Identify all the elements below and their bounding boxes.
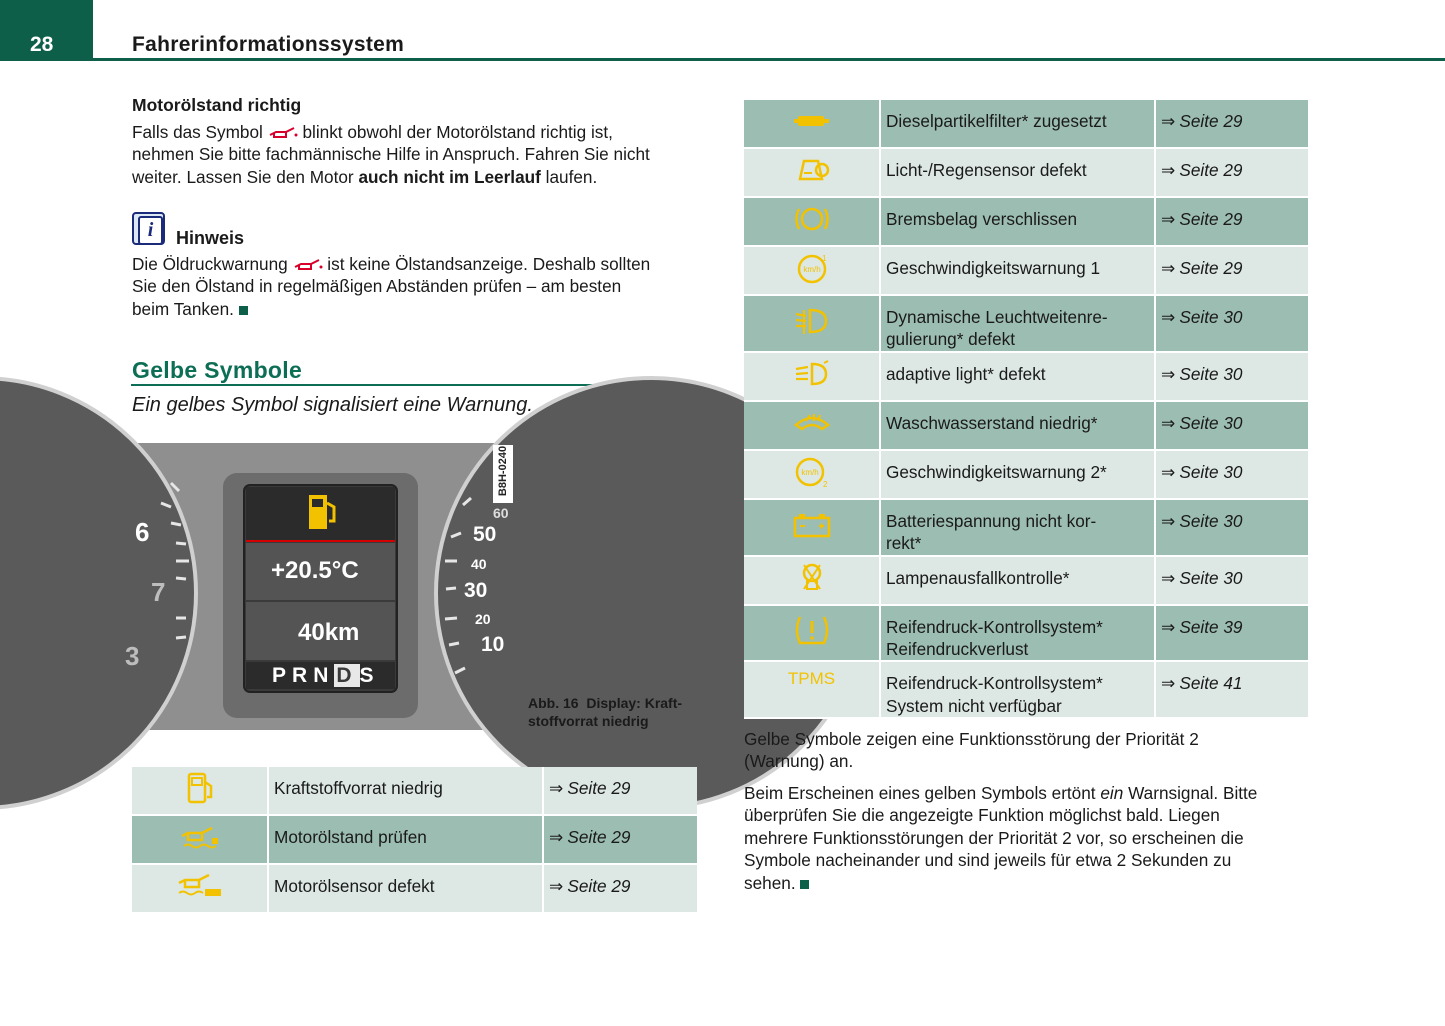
icon-cell <box>744 296 881 353</box>
symbol-label: Reifendruck-Kontrollsystem* System nicht verfügbar <box>881 662 1154 719</box>
table-row <box>744 662 1308 719</box>
warning-paragraph: Beim Erscheinen eines gelben Symbols ertönt ein Warnsignal. Bitte überprüfen Sie die angezeigte Funktion möglichst bald. Liegen mehrere Funktionsstörungen der Priorität 2 vor, so erscheinen die Symbole nacheinander und sind jeweils für etwa 2 Sekunden zu sehen. <box>744 783 1258 893</box>
table-row <box>132 816 697 865</box>
icon-cell <box>744 149 881 198</box>
symbol-label: Lampenausfallkontrolle* <box>881 557 1154 606</box>
symbol-label: Dynamische Leuchtweitenre- gulierung* defekt <box>881 296 1154 353</box>
page-reference: ⇒ Seite 30 <box>1154 402 1308 451</box>
symbol-label: Dieselpartikelfilter* zugesetzt <box>881 100 1154 149</box>
oil-pressure-icon <box>268 126 298 140</box>
symbol-label: Geschwindigkeitswarnung 2* <box>881 451 1154 500</box>
table-row <box>744 149 1308 198</box>
icon-cell <box>744 353 881 402</box>
icon-cell <box>132 816 269 865</box>
svg-text:km/h: km/h <box>802 264 821 274</box>
table-row <box>744 198 1308 247</box>
priority-paragraph: Gelbe Symbole zeigen eine Funktionsstörung der Priorität 2 (Warnung) an. <box>744 729 1199 772</box>
symbol-label: Kraftstoffvorrat niedrig <box>269 767 542 816</box>
table-row <box>132 865 697 914</box>
table-row <box>744 402 1308 451</box>
table-row <box>744 500 1308 557</box>
symbol-label: Motorölsensor defekt <box>269 865 542 914</box>
battery-icon <box>792 511 832 539</box>
left-symbol-table <box>132 767 697 914</box>
light-rain-sensor-icon <box>792 155 832 185</box>
symbol-label: Motorölstand prüfen <box>269 816 542 865</box>
symbol-label: adaptive light* defekt <box>881 353 1154 402</box>
page-reference: ⇒ Seite 29 <box>1154 198 1308 247</box>
page-reference: ⇒ Seite 29 <box>542 865 697 914</box>
adaptive-light-icon <box>792 359 832 389</box>
icon-cell <box>744 247 881 296</box>
icon-cell <box>744 402 881 451</box>
page-number: 28 <box>30 33 54 56</box>
symbol-label: Reifendruck-Kontrollsystem* Reifendruckverlust <box>881 606 1154 663</box>
icon-cell <box>744 100 881 149</box>
gauge-left-3: 3 <box>125 641 140 671</box>
table-row <box>744 353 1308 402</box>
right-symbol-table <box>744 100 1308 719</box>
page-reference: ⇒ Seite 29 <box>1154 100 1308 149</box>
table-row <box>744 451 1308 500</box>
figure-caption: Abb. 16 Display: Kraft- stoffvorrat niedrig <box>528 695 683 729</box>
section-title-oil-level: Motorölstand richtig <box>132 95 302 115</box>
icon-cell <box>744 451 881 500</box>
gauge-right-20: 20 <box>475 611 491 627</box>
note-paragraph: Die Öldruckwarnung ist keine Ölstandsanzeige. Deshalb sollten Sie den Ölstand in regelmäßigen Abständen prüfen – am besten beim Tanken. <box>132 254 651 319</box>
speed-warning-2-icon <box>792 455 832 489</box>
speed-warning-1-icon <box>792 251 832 285</box>
svg-text:2: 2 <box>822 479 827 489</box>
icon-cell <box>744 198 881 247</box>
fuel-icon <box>180 768 220 808</box>
symbol-label: Licht-/Regensensor defekt <box>881 149 1154 198</box>
page-reference: ⇒ Seite 30 <box>1154 296 1308 353</box>
table-row <box>744 247 1308 296</box>
figure-code-box: B8H-0240 <box>493 445 513 503</box>
table-row <box>132 767 697 816</box>
svg-text:km/h: km/h <box>800 467 819 477</box>
section-title-yellow-symbols: Gelbe Symbole <box>132 357 303 383</box>
info-icon: i <box>132 212 165 245</box>
icon-cell <box>132 767 269 816</box>
page-reference: ⇒ Seite 29 <box>1154 247 1308 296</box>
tire-pressure-icon <box>792 613 832 647</box>
table-row <box>744 606 1308 663</box>
page-reference: ⇒ Seite 30 <box>1154 451 1308 500</box>
brake-pad-icon <box>792 203 832 235</box>
oil-level-paragraph: Falls das Symbol blinkt obwohl der Motorölstand richtig ist, nehmen Sie bitte fachmännische Hilfe in Anspruch. Fahren Sie nicht weiter. Lassen Sie den Motor auch nicht im Leerlauf laufen. <box>132 122 650 187</box>
gauge-left-6: 6 <box>135 517 150 547</box>
section-subtitle: Ein gelbes Symbol signalisiert eine Warnung. <box>132 394 533 416</box>
page-reference: ⇒ Seite 30 <box>1154 557 1308 606</box>
gauge-right-10: 10 <box>481 633 505 656</box>
end-mark <box>239 306 248 315</box>
icon-cell <box>132 865 269 914</box>
page-reference: ⇒ Seite 30 <box>1154 353 1308 402</box>
icon-cell <box>744 606 881 663</box>
page-reference: ⇒ Seite 39 <box>1154 606 1308 663</box>
gauge-right-50: 50 <box>473 523 497 546</box>
tpms-icon: TPMS <box>744 662 881 719</box>
icon-cell <box>744 500 881 557</box>
svg-text:1: 1 <box>821 253 826 263</box>
bulb-icon <box>792 559 832 595</box>
dashboard-figure <box>125 443 513 730</box>
page-reference: ⇒ Seite 29 <box>1154 149 1308 198</box>
gauge-right-40: 40 <box>471 556 487 572</box>
oil-sensor-icon <box>175 871 225 901</box>
icon-cell <box>744 557 881 606</box>
gear-indicator: PRNDS <box>272 664 380 687</box>
gauge-right-60: 60 <box>493 505 509 521</box>
chapter-title: Fahrerinformationssystem <box>132 33 405 56</box>
page-reference: ⇒ Seite 30 <box>1154 500 1308 557</box>
end-mark <box>800 880 809 889</box>
headlight-range-icon <box>792 304 832 338</box>
page-reference: ⇒ Seite 29 <box>542 767 697 816</box>
washer-fluid-icon <box>792 411 832 435</box>
oil-level-icon <box>178 822 222 852</box>
table-row <box>744 100 1308 149</box>
gauge-right-30: 30 <box>464 579 488 602</box>
symbol-label: Waschwasserstand niedrig* <box>881 402 1154 451</box>
display-temperature: +20.5°C <box>271 557 359 584</box>
page-reference: ⇒ Seite 41 <box>1154 662 1308 719</box>
header-rule <box>93 58 1445 61</box>
dpf-icon <box>792 109 832 133</box>
symbol-label: Geschwindigkeitswarnung 1 <box>881 247 1154 296</box>
display-range: 40km <box>298 619 360 646</box>
oil-pressure-icon <box>293 258 323 272</box>
gauge-left-7: 7 <box>151 577 166 607</box>
table-row <box>744 296 1308 353</box>
page-reference: ⇒ Seite 29 <box>542 816 697 865</box>
table-row <box>744 557 1308 606</box>
symbol-label: Batteriespannung nicht kor- rekt* <box>881 500 1154 557</box>
note-title: Hinweis <box>176 228 245 248</box>
symbol-label: Bremsbelag verschlissen <box>881 198 1154 247</box>
